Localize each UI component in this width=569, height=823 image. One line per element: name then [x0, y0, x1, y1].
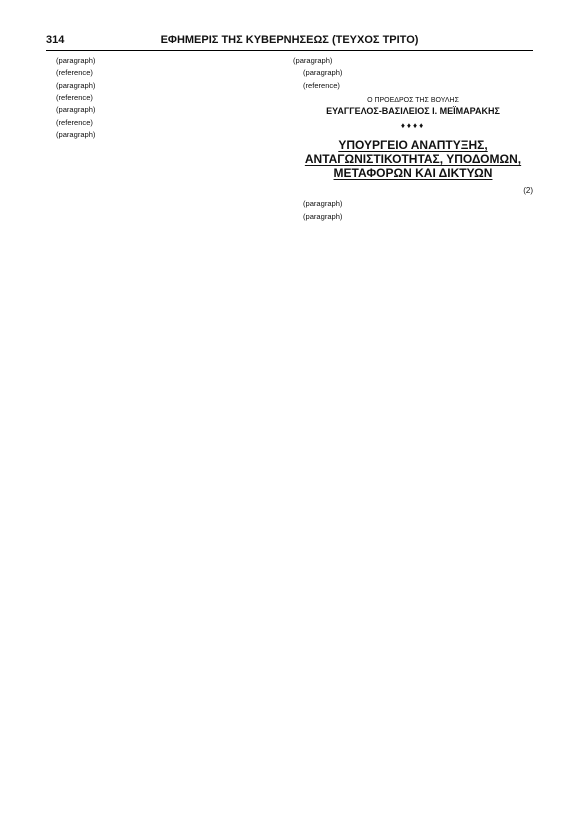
decision-paragraph-continued: (paragraph)	[293, 56, 333, 65]
section-number: (2)	[523, 186, 533, 196]
page-number: 314	[46, 34, 65, 46]
ministry-heading	[293, 138, 533, 180]
ministry-heading-line: ΥΠΟΥΡΓΕΙΟ ΑΝΑΠΤΥΞΗΣ,	[338, 138, 488, 153]
right-column	[293, 56, 533, 224]
reference-note: (reference)	[56, 93, 93, 103]
reference-note: (reference)	[56, 68, 93, 78]
decision-paragraph: (paragraph)	[56, 105, 96, 115]
signatory-title: Ο ΠΡΟΕΔΡΟΣ ΤΗΣ ΒΟΥΛΗΣ	[367, 97, 459, 105]
decision-paragraph: (paragraph)	[56, 80, 96, 90]
header-rule	[46, 50, 533, 51]
reference-note: (reference)	[303, 80, 340, 90]
reference-note: (reference)	[56, 117, 93, 127]
decision-paragraph: (paragraph)	[303, 199, 343, 209]
decision-paragraph: (paragraph)	[303, 211, 343, 221]
section-separator: ♦♦♦♦	[400, 120, 426, 130]
decision-paragraph: (paragraph)	[303, 68, 343, 78]
gazette-title: ΕΦΗΜΕΡΙΣ ΤΗΣ ΚΥΒΕΡΝΗΣΕΩΣ (ΤΕΥΧΟΣ ΤΡΙΤΟ)	[160, 34, 419, 46]
page-header	[46, 34, 533, 48]
decision-paragraph: (paragraph)	[56, 56, 96, 65]
decision-paragraph: (paragraph)	[56, 130, 96, 140]
ministry-heading-line: ΑΝΤΑΓΩΝΙΣΤΙΚΟΤΗΤΑΣ, ΥΠΟΔΟΜΩΝ,	[304, 152, 522, 167]
left-column	[46, 56, 286, 142]
ministry-heading-line: ΜΕΤΑΦΟΡΩΝ ΚΑΙ ΔΙΚΤΥΩΝ	[333, 166, 493, 181]
signatory-name: ΕΥΑΓΓΕΛΟΣ-ΒΑΣΙΛΕΙΟΣ Ι. ΜΕΪΜΑΡΑΚΗΣ	[326, 106, 500, 117]
